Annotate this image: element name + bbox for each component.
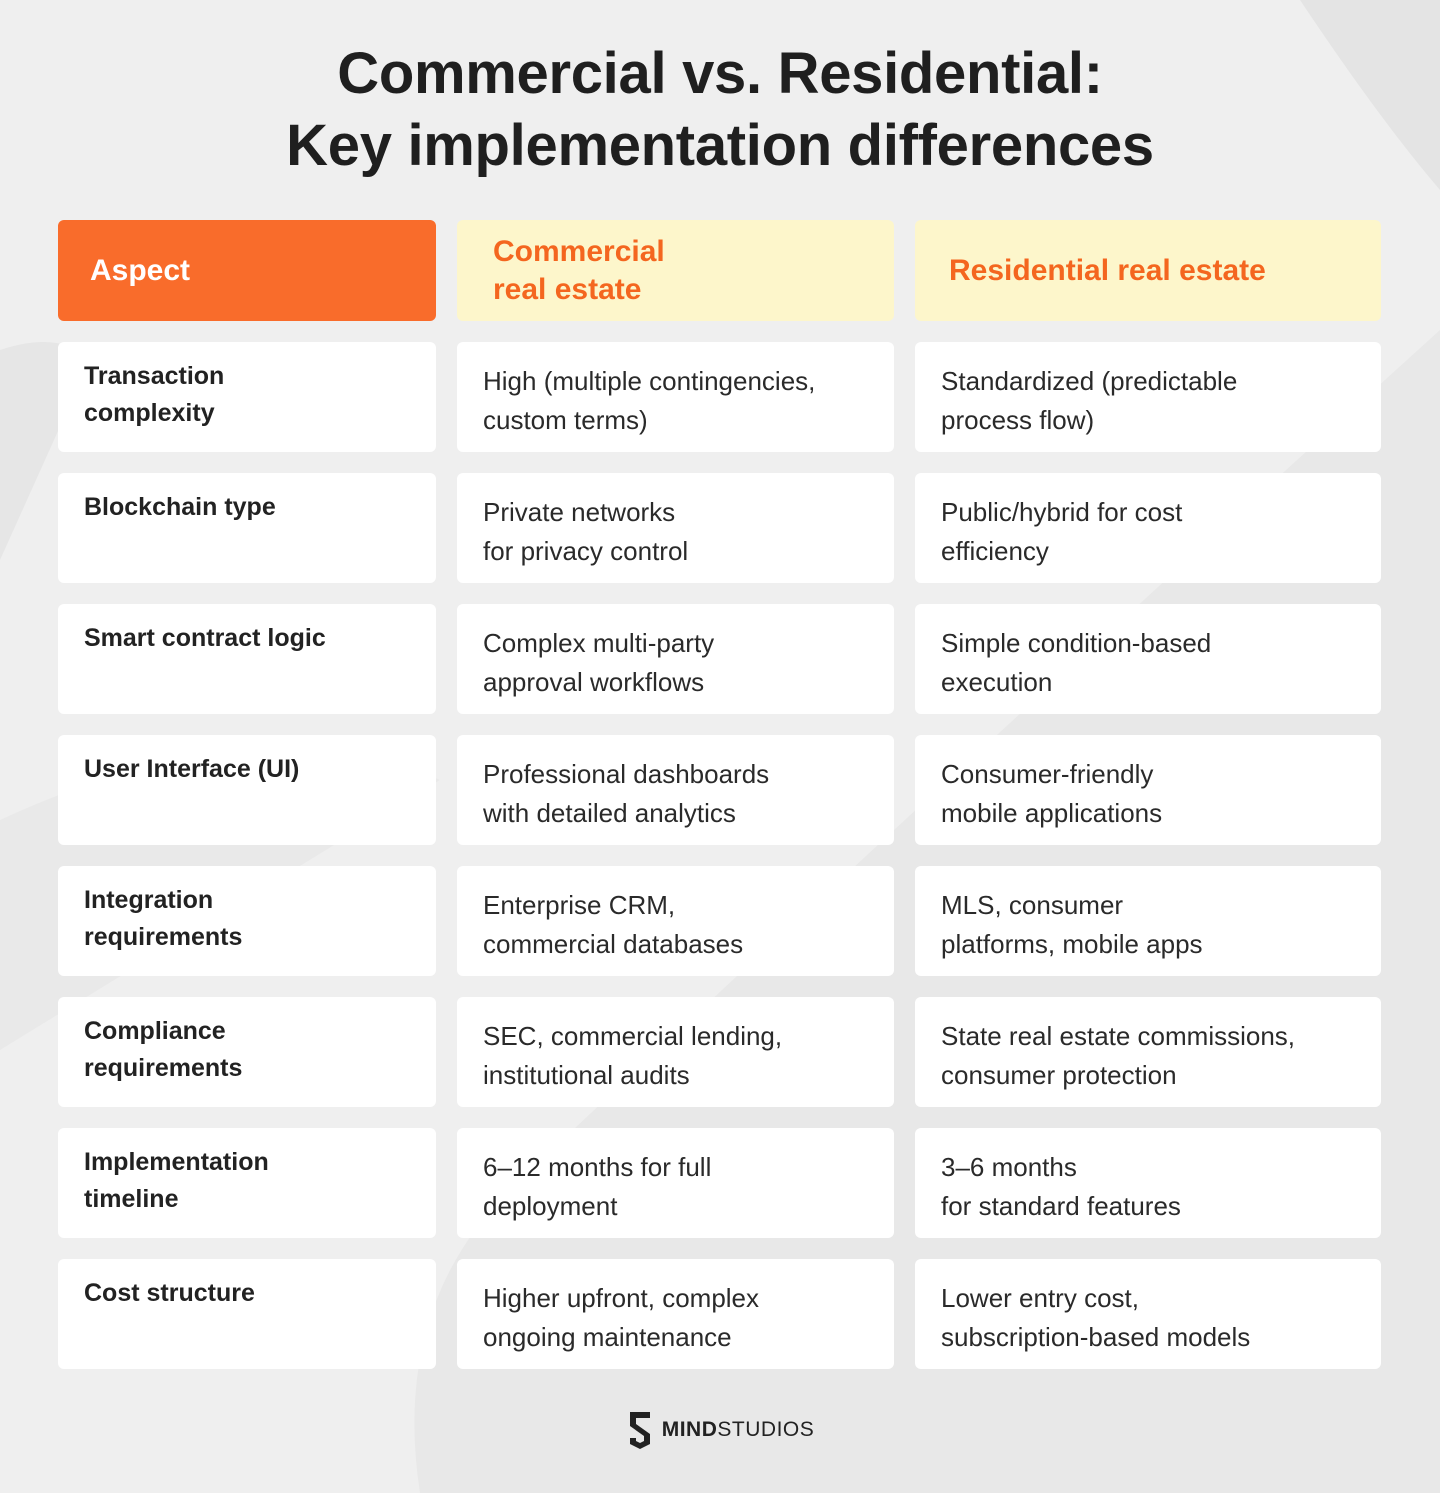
cell-aspect-line: Integration: [84, 886, 214, 914]
cell-residential-line: 3–6 months: [941, 1152, 1077, 1182]
cell-residential-line: platforms, mobile apps: [941, 929, 1203, 959]
cell-residential-line: subscription-based models: [941, 1322, 1251, 1352]
header-commercial-line-2: real estate: [493, 272, 642, 306]
cell-commercial-line: custom terms): [483, 405, 648, 435]
cell-aspect-line: Smart contract logic: [84, 624, 326, 652]
cell-commercial-line: commercial databases: [483, 929, 744, 959]
cell-commercial: [457, 473, 894, 583]
cell-residential-line: efficiency: [941, 536, 1049, 566]
cell-commercial: [457, 604, 894, 714]
cell-aspect-line: User Interface (UI): [84, 755, 300, 783]
cell-aspect: [58, 866, 436, 976]
cell-commercial-line: High (multiple contingencies,: [483, 366, 816, 396]
cell-residential: [915, 1128, 1381, 1238]
cell-aspect-line: Compliance: [84, 1017, 226, 1045]
cell-aspect-line: Implementation: [84, 1148, 269, 1176]
cell-residential: [915, 997, 1381, 1107]
cell-commercial-line: approval workflows: [483, 667, 705, 697]
title-line-1: Commercial vs. Residential:: [337, 41, 1103, 106]
cell-residential-line: Public/hybrid for cost: [941, 497, 1183, 527]
header-commercial-line-1: Commercial: [493, 234, 665, 268]
cell-residential: [915, 473, 1381, 583]
cell-commercial-line: deployment: [483, 1191, 618, 1221]
cell-residential-line: Standardized (predictable: [941, 366, 1238, 396]
logo-text: [662, 1418, 815, 1442]
cell-residential-line: State real estate commissions,: [941, 1021, 1296, 1051]
cell-aspect: [58, 342, 436, 452]
cell-aspect-line: complexity: [84, 399, 215, 427]
cell-commercial-line: Higher upfront, complex: [483, 1283, 760, 1313]
cell-aspect-line: Blockchain type: [84, 493, 276, 521]
cell-residential-line: process flow): [941, 405, 1095, 435]
header-aspect: [58, 220, 436, 321]
cell-aspect: [58, 473, 436, 583]
cell-commercial-line: institutional audits: [483, 1060, 690, 1090]
cell-commercial: [457, 735, 894, 845]
header-commercial: [457, 220, 894, 321]
cell-commercial-line: Enterprise CRM,: [483, 890, 676, 920]
cell-residential-line: execution: [941, 667, 1053, 697]
cell-residential: [915, 735, 1381, 845]
cell-commercial: [457, 1259, 894, 1369]
cell-residential-line: consumer protection: [941, 1060, 1177, 1090]
cell-residential-line: mobile applications: [941, 798, 1163, 828]
header-residential-label: Residential real estate: [949, 253, 1266, 287]
cell-residential-line: for standard features: [941, 1191, 1181, 1221]
cell-aspect: [58, 1259, 436, 1369]
cell-aspect-line: Cost structure: [84, 1279, 255, 1307]
cell-residential-line: Simple condition-based: [941, 628, 1212, 658]
cell-commercial: [457, 866, 894, 976]
mind-studios-logo-icon: [626, 1410, 654, 1450]
page-title: [0, 38, 1440, 182]
cell-commercial-line: Private networks: [483, 497, 676, 527]
cell-aspect-line: requirements: [84, 1054, 243, 1082]
brand-logo: [0, 1410, 1440, 1450]
cell-commercial-line: Complex multi-party: [483, 628, 715, 658]
cell-commercial-line: for privacy control: [483, 536, 689, 566]
cell-aspect-line: requirements: [84, 923, 243, 951]
cell-aspect-line: Transaction: [84, 362, 225, 390]
cell-aspect: [58, 1128, 436, 1238]
title-line-2: Key implementation differences: [286, 113, 1154, 178]
cell-residential-line: Lower entry cost,: [941, 1283, 1139, 1313]
logo-text-bold: MIND: [661, 1418, 718, 1441]
cell-commercial-line: with detailed analytics: [483, 798, 736, 828]
cell-residential: [915, 342, 1381, 452]
cell-residential-line: Consumer-friendly: [941, 759, 1154, 789]
cell-commercial-line: Professional dashboards: [483, 759, 770, 789]
cell-commercial-line: ongoing maintenance: [483, 1322, 732, 1352]
cell-aspect: [58, 735, 436, 845]
header-residential: [915, 220, 1381, 321]
cell-commercial-line: SEC, commercial lending,: [483, 1021, 783, 1051]
comparison-table: [58, 220, 1381, 1369]
cell-commercial-line: 6–12 months for full: [483, 1152, 712, 1182]
cell-aspect: [58, 604, 436, 714]
cell-aspect-line: timeline: [84, 1185, 179, 1213]
cell-residential: [915, 604, 1381, 714]
cell-residential: [915, 1259, 1381, 1369]
cell-residential-line: MLS, consumer: [941, 890, 1124, 920]
cell-aspect: [58, 997, 436, 1107]
logo-text-regular: STUDIOS: [717, 1418, 815, 1441]
cell-commercial: [457, 342, 894, 452]
cell-commercial: [457, 1128, 894, 1238]
cell-commercial: [457, 997, 894, 1107]
cell-residential: [915, 866, 1381, 976]
header-aspect-label: Aspect: [90, 253, 191, 287]
